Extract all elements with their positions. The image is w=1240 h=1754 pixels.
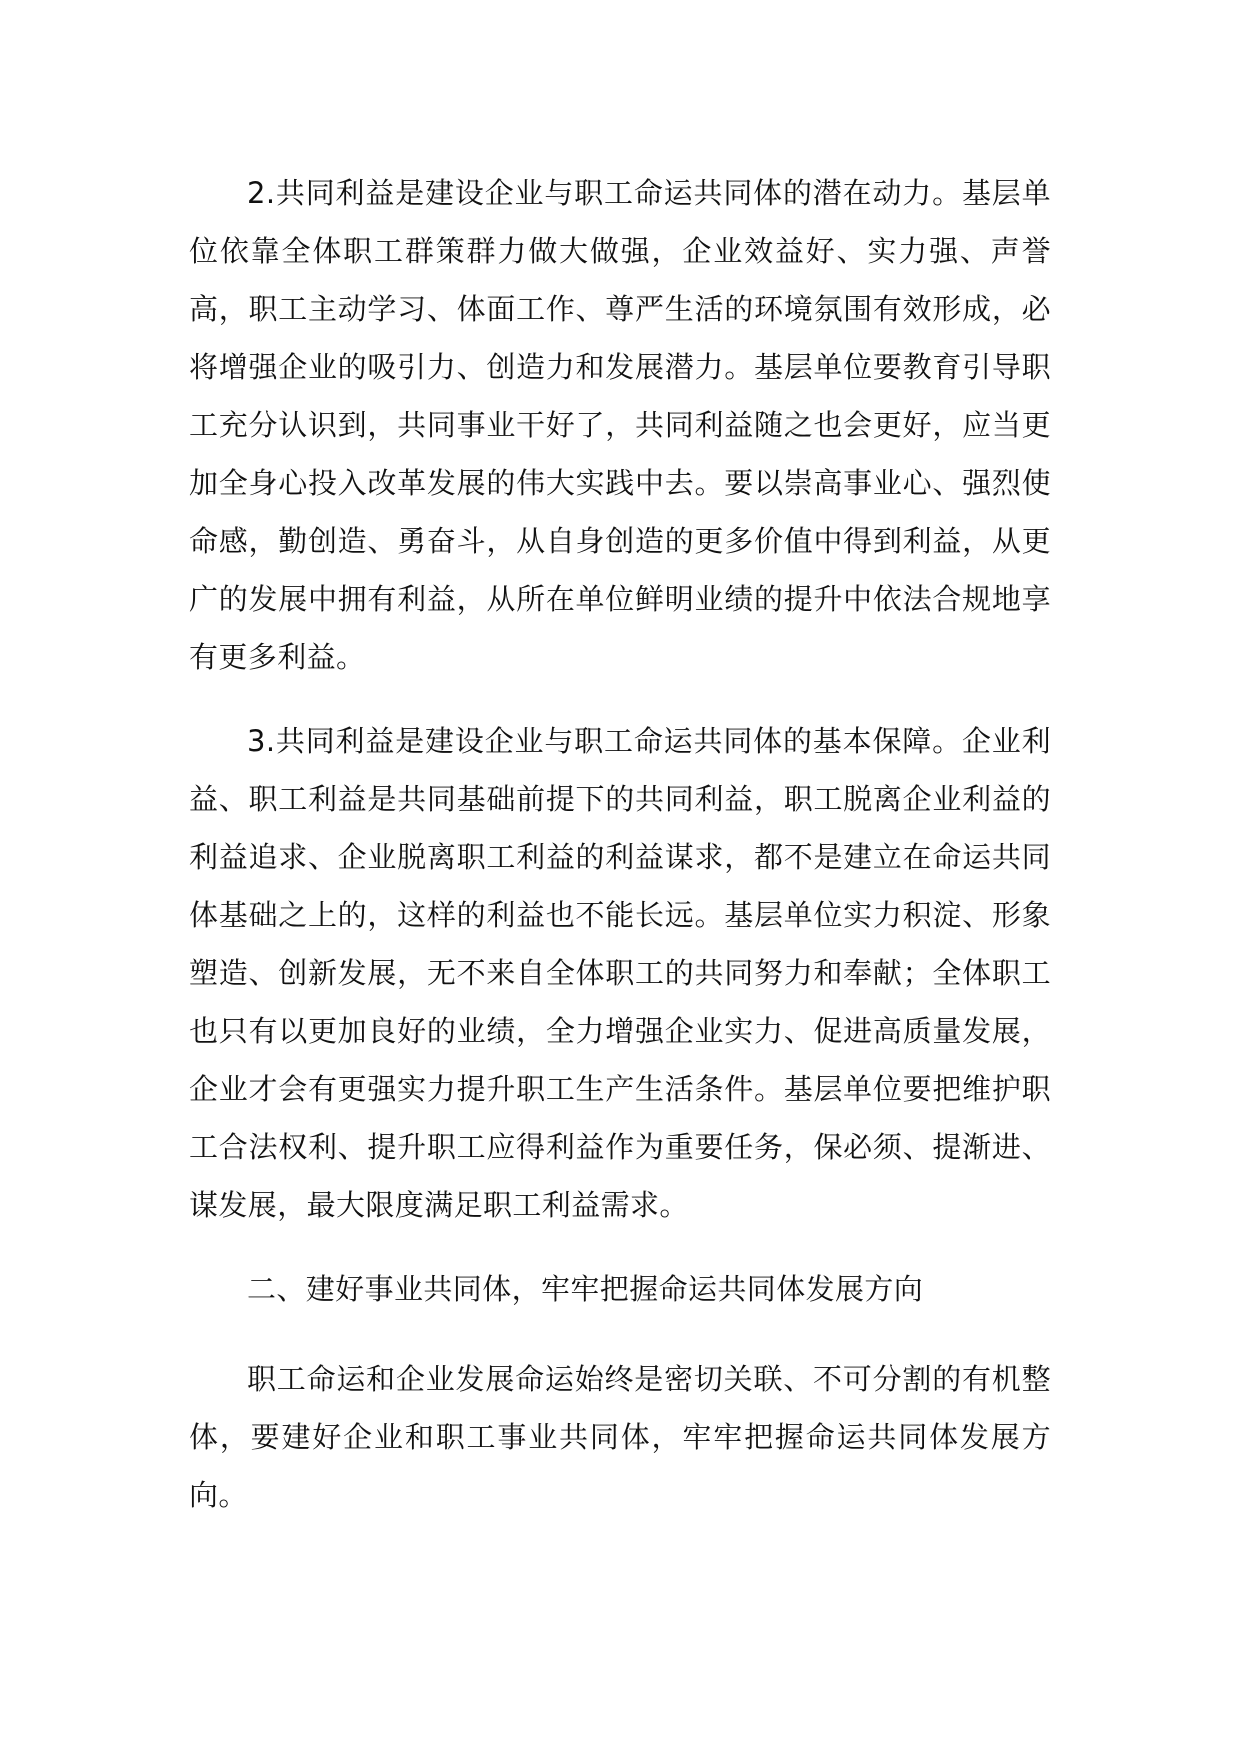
document-page bbox=[189, 164, 1051, 1524]
section-heading-career-community: 二、建好事业共同体，牢牢把握命运共同体发展方向 bbox=[247, 1272, 924, 1306]
paragraph-shared-interest-basic-guarantee: 3.共同利益是建设企业与职工命运共同体的基本保障。企业利益、职工利益是共同基础前提下的共同利益，职工脱离企业利益的利益追求、企业脱离职工利益的利益谋求，都不是建立在命运共同体基础之上的，这样的利益也不能长远。基层单位实力积淀、形象塑造、创新发展，无不来自全体职工的共同努力和奉献；全体职工也只有以更加良好的业绩，全力增强企业实力、促进高质量发展，企业才会有更强实力提升职工生产生活条件。基层单位要把维护职工合法权利、提升职工应得利益作为重要任务，保必须、提渐进、谋发展，最大限度满足职工利益需求。 bbox=[189, 724, 1051, 1222]
paragraph-career-community-intro: 职工命运和企业发展命运始终是密切关联、不可分割的有机整体，要建好企业和职工事业共同体，牢牢把握命运共同体发展方向。 bbox=[189, 1362, 1051, 1512]
paragraph-shared-interest-driving-force: 2.共同利益是建设企业与职工命运共同体的潜在动力。基层单位依靠全体职工群策群力做大做强，企业效益好、实力强、声誉高，职工主动学习、体面工作、尊严生活的环境氛围有效形成，必将增强企业的吸引力、创造力和发展潜力。基层单位要教育引导职工充分认识到，共同事业干好了，共同利益随之也会更好，应当更加全身心投入改革发展的伟大实践中去。要以崇高事业心、强烈使命感，勤创造、勇奋斗，从自身创造的更多价值中得到利益，从更广的发展中拥有利益，从所在单位鲜明业绩的提升中依法合规地享有更多利益。 bbox=[189, 176, 1051, 674]
